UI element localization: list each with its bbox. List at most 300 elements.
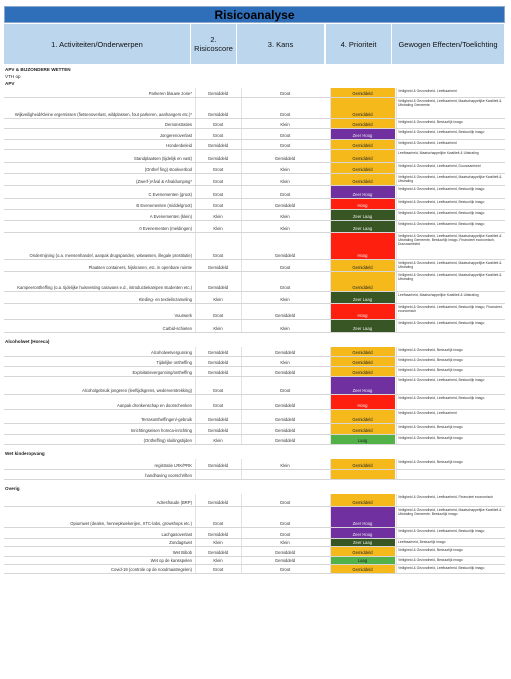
column-divider (195, 367, 196, 376)
table-row (4, 470, 505, 480)
column-divider (195, 565, 196, 573)
column-divider (396, 470, 397, 479)
column-divider (330, 539, 331, 546)
column-divider (396, 221, 397, 232)
chance-cell: Gemiddeld (274, 253, 296, 258)
column-divider (241, 507, 242, 527)
column-divider (396, 150, 397, 162)
table-row (4, 129, 505, 140)
risk-score-cell: Gemiddeld (207, 550, 229, 555)
column-divider (195, 377, 196, 394)
effects-cell: Veiligheid & Gezondheid, Leefbaarheid, Maatschappelijke Kwaliteit & Uitstraling Gemeente, Bestuurlijk imago (398, 508, 502, 517)
section-header: APV (5, 81, 15, 86)
column-divider (396, 395, 397, 409)
activity-cell: Standplaatsen (tijdelijk en vast) (134, 156, 192, 161)
risk-score-cell: Groot (212, 403, 224, 408)
activity-cell: (Ontheffing) sluitingstijden (143, 438, 192, 443)
chance-cell: Gemiddeld (274, 370, 296, 375)
risk-score-cell: Klein (213, 558, 223, 563)
risk-score-cell: Gemiddeld (207, 370, 229, 375)
activity-cell: Inrichtingseisen horeca-inrichting (130, 428, 192, 433)
priority-cell: Gemiddeld (330, 424, 395, 434)
activity-cell: Jongerenoverlast (159, 133, 192, 138)
effects-cell: Veiligheid & Gezondheid, Leefbaarheid, Bestuurlijk imago (398, 566, 485, 570)
column-divider (396, 494, 397, 506)
column-divider (195, 528, 196, 538)
column-divider (241, 347, 242, 356)
column-divider (396, 174, 397, 185)
column-divider (195, 539, 196, 546)
table-row (4, 163, 505, 174)
column-divider (330, 320, 331, 332)
column-divider (195, 547, 196, 556)
column-divider (330, 119, 331, 128)
column-divider (396, 163, 397, 173)
column-divider (195, 221, 196, 232)
column-divider (396, 233, 397, 259)
column-divider (195, 150, 196, 162)
column-divider (330, 174, 331, 185)
effects-cell: Veiligheid & Gezondheid, Leefbaarheid, Maatschappelijke Kwaliteit & Uitstraling (398, 175, 502, 184)
risk-score-cell: Gemiddeld (207, 156, 229, 161)
risk-score-cell: Groot (212, 203, 224, 208)
table-row (4, 260, 505, 272)
priority-cell: Gemiddeld (330, 119, 395, 128)
column-divider (241, 210, 242, 220)
column-divider (396, 459, 397, 469)
activity-cell: Carbid-schieten (162, 326, 192, 331)
effects-cell: Veiligheid & Gezondheid, Bestuurlijk imago (398, 368, 463, 372)
effects-cell: Veiligheid & Gezondheid, Bestuurlijk imago (398, 348, 463, 352)
table-row (4, 119, 505, 129)
column-divider (241, 395, 242, 409)
column-divider (330, 494, 331, 506)
risk-score-cell: Gemiddeld (207, 350, 229, 355)
risk-score-cell: Groot (212, 567, 224, 572)
column-divider (396, 377, 397, 394)
chance-cell: Klein (280, 326, 290, 331)
priority-cell: Hoog (330, 233, 395, 259)
priority-cell: Hoog (330, 395, 395, 409)
priority-cell: Gemiddeld (330, 494, 395, 506)
table-row (4, 565, 505, 574)
priority-cell: Gemiddeld (330, 150, 395, 162)
chance-cell: Gemiddeld (274, 156, 296, 161)
risk-score-cell: Klein (213, 226, 223, 231)
effects-cell: Veiligheid & Gezondheid, Leefbaarheid, Bestuurlijk imago (398, 378, 485, 382)
activity-cell: Alcoholgebruik jongeren (leeftijdsgrens, wederverstrekking) (82, 388, 192, 393)
column-divider (396, 435, 397, 444)
effects-cell: Leefbaarheid, Bestuurlijk imago (398, 540, 446, 544)
chance-cell: Gemiddeld (274, 313, 296, 318)
risk-score-cell: Klein (213, 297, 223, 302)
table-row (4, 377, 505, 395)
priority-cell: Laag (330, 557, 395, 564)
column-divider (241, 260, 242, 271)
effects-cell: Veiligheid & Gezondheid, Leefbaarheid, Maatschappelijke Kwaliteit & Uitstraling (398, 273, 502, 282)
column-divider (396, 88, 397, 97)
column-divider (241, 304, 242, 319)
chance-cell: Klein (280, 540, 290, 545)
column-divider (330, 233, 331, 259)
table-row (4, 410, 505, 424)
activity-cell: Alcoholwetvergunning (151, 350, 192, 355)
chance-cell: Klein (280, 226, 290, 231)
chance-cell: Gemiddeld (274, 558, 296, 563)
column-divider (241, 233, 242, 259)
column-divider (195, 410, 196, 423)
activity-cell: A Evenementen (klein) (149, 214, 192, 219)
activity-cell: (Onthef fing) stookverbod (144, 167, 192, 172)
table-row (4, 304, 505, 320)
chance-cell: Klein (280, 179, 290, 184)
column-divider (241, 272, 242, 291)
column-divider (241, 470, 242, 479)
priority-cell: Zeer Hoog (330, 377, 395, 394)
risk-score-cell: Gemiddeld (207, 285, 229, 290)
column-divider (241, 140, 242, 149)
column-divider (241, 367, 242, 376)
column-divider (195, 557, 196, 564)
chance-cell: Gemiddeld (274, 417, 296, 422)
table-row (4, 357, 505, 367)
chance-cell: Gemiddeld (274, 350, 296, 355)
column-divider (195, 174, 196, 185)
priority-cell: Zeer Laag (330, 210, 395, 220)
activity-cell: Adresfraude (BRP) (156, 500, 192, 505)
column-divider (330, 528, 331, 538)
column-divider (330, 292, 331, 303)
column-divider (241, 424, 242, 434)
effects-cell: Veiligheid & Gezondheid, Leefbaarheid, Bestuurlijk imago (398, 222, 485, 226)
activity-cell: Kampeerontheffing (o.a. tijdelijke huisvesting caravans e.d., introductiekampen studenten etc.) (17, 285, 192, 290)
column-divider (241, 528, 242, 538)
activity-cell: registratie LRK/PRK (154, 463, 192, 468)
column-divider (396, 367, 397, 376)
column-divider (330, 357, 331, 366)
chance-cell: Groot (279, 192, 291, 197)
chance-cell: Groot (279, 285, 291, 290)
activity-cell: Vuurwerk (174, 313, 192, 318)
activity-cell: Wijkveiligheid/Kleine ergernissen (fietsenoverlast, wildplassen, fout parkeren, aanhangers etc.)* (14, 112, 192, 117)
column-divider (241, 186, 242, 198)
priority-cell: Zeer Laag (330, 292, 395, 303)
column-divider (241, 539, 242, 546)
activity-cell: handhaving voorschriften (145, 473, 192, 478)
risk-score-cell (195, 470, 241, 479)
table-row (4, 88, 505, 98)
activity-cell: Kleding- en textielinzameling (138, 297, 192, 302)
column-divider (396, 304, 397, 319)
column-divider (195, 199, 196, 209)
risk-score-cell: Gemiddeld (207, 265, 229, 270)
column-divider (195, 357, 196, 366)
chance-cell: Groot (279, 133, 291, 138)
effects-cell: Leefbaarheid, Maatschappelijke Kwaliteit & Uitstraling (398, 151, 479, 155)
column-divider (396, 210, 397, 220)
column-divider (396, 557, 397, 564)
chance-cell: Groot (279, 112, 291, 117)
column-divider (330, 272, 331, 291)
chance-cell: Klein (280, 167, 290, 172)
table-row (4, 459, 505, 470)
risk-score-cell: Groot (212, 313, 224, 318)
effects-cell: Veiligheid & Gezondheid, Leefbaarheid (398, 411, 457, 415)
effects-cell: Veiligheid & Gezondheid, Leefbaarheid, Bestuurlijk imago (398, 211, 485, 215)
chance-cell: Gemiddeld (274, 203, 296, 208)
column-divider (330, 395, 331, 409)
column-divider (330, 88, 331, 97)
risk-score-cell: Gemiddeld (207, 91, 229, 96)
priority-cell: Zeer Laag (330, 539, 395, 546)
chance-cell: Klein (280, 122, 290, 127)
effects-cell: Veiligheid & Gezondheid, Leefbaarheid, Maatschappelijke Kwaliteit & Uitstraling Gemeente, Bestuurlijk imago, Financieel economisch, Duurzaamheid (398, 234, 502, 247)
header-activities: 1. Activiteiten/Onderwerpen (4, 24, 191, 64)
risk-score-cell: Groot (212, 167, 224, 172)
column-divider (241, 410, 242, 423)
activity-cell: Plaatsen containers, hijskranen, etc. in openbare ruimte (88, 265, 192, 270)
effects-cell: Veiligheid & Gezondheid, Bestuurlijk imago (398, 548, 463, 552)
activity-cell: C Evenementen (groot) (148, 192, 192, 197)
chance-cell: Groot (279, 500, 291, 505)
table-row (4, 347, 505, 357)
column-divider (195, 98, 196, 118)
activity-cell: B Evenementen (middelgroot) (136, 203, 192, 208)
column-divider (396, 547, 397, 556)
risk-score-cell: Klein (213, 326, 223, 331)
table-row (4, 557, 505, 565)
column-divider (330, 260, 331, 271)
section-header: VTH op (5, 74, 21, 79)
column-divider (330, 347, 331, 356)
column-divider (396, 98, 397, 118)
column-divider (396, 199, 397, 209)
priority-cell: Gemiddeld (330, 459, 395, 469)
table-row (4, 221, 505, 233)
column-divider (241, 163, 242, 173)
column-divider (195, 424, 196, 434)
priority-cell: Zeer Hoog (330, 528, 395, 538)
priority-cell: Zeer Hoog (330, 186, 395, 198)
table-row (4, 435, 505, 445)
column-divider (195, 435, 196, 444)
effects-cell: Veiligheid & Gezondheid, Bestuurlijk imago (398, 436, 463, 440)
column-divider (396, 119, 397, 128)
column-divider (330, 410, 331, 423)
risk-score-cell: Gemiddeld (207, 112, 229, 117)
chance-cell: Groot (279, 567, 291, 572)
column-divider (195, 260, 196, 271)
chance-cell: Gemiddeld (274, 438, 296, 443)
header-chance: 3. Kans (237, 24, 325, 64)
column-divider (241, 199, 242, 209)
column-divider (241, 292, 242, 303)
effects-cell: Veiligheid & Gezondheid, Bestuurlijk imago (398, 120, 463, 124)
effects-cell: Veiligheid & Gezondheid, Leefbaarheid, Bestuurlijk imago (398, 321, 485, 325)
sheet-title: Risicoanalyse (4, 6, 505, 23)
column-divider (396, 539, 397, 546)
effects-cell: Veiligheid & Gezondheid, Leefbaarheid, Financieel economisch (398, 495, 494, 499)
table-row (4, 528, 505, 539)
risk-score-cell: Groot (212, 521, 224, 526)
chance-cell: Groot (279, 143, 291, 148)
priority-cell: Zeer Hoog (330, 507, 395, 527)
column-divider (396, 507, 397, 527)
column-divider (330, 186, 331, 198)
section-header: Wet kinderopvang (5, 451, 45, 456)
table-row (4, 272, 505, 292)
column-divider (195, 186, 196, 198)
activity-cell: Covid-19 (controle op de noodmaatregelen) (110, 567, 192, 572)
priority-cell: Zeer Hoog (330, 129, 395, 139)
column-divider (330, 507, 331, 527)
column-divider (330, 210, 331, 220)
column-divider (241, 565, 242, 573)
column-divider (195, 272, 196, 291)
risk-score-cell: Klein (213, 540, 223, 545)
table-row (4, 367, 505, 377)
effects-cell: Veiligheid & Gezondheid, Leefbaarheid, Bestuurlijk imago (398, 396, 485, 400)
column-divider (195, 459, 196, 469)
priority-cell: Laag (330, 435, 395, 444)
column-divider (195, 163, 196, 173)
column-divider (330, 459, 331, 469)
chance-cell: Groot (279, 388, 291, 393)
priority-cell: Gemiddeld (330, 98, 395, 118)
column-divider (195, 395, 196, 409)
column-divider (195, 304, 196, 319)
effects-cell (396, 470, 505, 479)
column-divider (330, 221, 331, 232)
column-divider (241, 557, 242, 564)
column-divider (330, 150, 331, 162)
priority-cell: Gemiddeld (330, 410, 395, 423)
column-divider (241, 119, 242, 128)
activity-cell: Tijdelijke ontheffing (156, 360, 192, 365)
chance-cell: Groot (279, 91, 291, 96)
table-row (4, 395, 505, 410)
table-row (4, 539, 505, 547)
activity-cell: Terrasontheffingen/-gebruik (141, 417, 192, 422)
column-divider (241, 88, 242, 97)
column-divider (330, 557, 331, 564)
column-divider (241, 150, 242, 162)
column-divider (195, 470, 196, 479)
column-divider (241, 547, 242, 556)
chance-cell: Klein (280, 214, 290, 219)
column-divider (241, 357, 242, 366)
column-divider (241, 221, 242, 232)
table-row (4, 140, 505, 150)
column-divider (330, 304, 331, 319)
priority-cell: Zeer Laag (330, 320, 395, 332)
column-divider (330, 565, 331, 573)
effects-cell: Veiligheid & Gezondheid, Bestuurlijk imago (398, 460, 463, 464)
header-priority: 4. Prioriteit (326, 24, 392, 64)
effects-cell: Veiligheid & Gezondheid, Bestuurlijk imago (398, 358, 463, 362)
risk-score-cell: Gemiddeld (207, 500, 229, 505)
column-divider (241, 98, 242, 118)
activity-cell: Wet op de kansspelen (150, 558, 192, 563)
activity-cell: Ondermijning (o.a. mensenhandel, aanpak drugspanden, witwassen, illegale prostitutie) (29, 253, 192, 258)
column-divider (195, 494, 196, 506)
effects-cell: Veiligheid & Gezondheid, Leefbaarheid, Bestuurlijk imago (398, 187, 485, 191)
table-row (4, 174, 505, 186)
risk-score-cell: Gemiddeld (207, 360, 229, 365)
priority-cell: Gemiddeld (330, 272, 395, 291)
priority-cell: Gemiddeld (330, 174, 395, 185)
column-divider (330, 435, 331, 444)
table-row (4, 507, 505, 528)
column-divider (195, 507, 196, 527)
column-divider (396, 186, 397, 198)
activity-cell: Exploitatievergunning/ontheffing (132, 370, 192, 375)
effects-cell: Veiligheid & Gezondheid, Bestuurlijk imago (398, 558, 463, 562)
priority-cell: Hoog (330, 304, 395, 319)
chance-cell: Groot (279, 265, 291, 270)
priority-cell: Gemiddeld (330, 367, 395, 376)
column-divider (195, 210, 196, 220)
chance-cell: Groot (279, 521, 291, 526)
column-divider (330, 377, 331, 394)
priority-cell: Gemiddeld (330, 140, 395, 149)
risk-score-cell: Groot (212, 122, 224, 127)
column-divider (241, 435, 242, 444)
priority-cell: Gemiddeld (330, 163, 395, 173)
effects-cell: Veiligheid & Gezondheid, Leefbaarheid, Bestuurlijk imago (398, 529, 485, 533)
column-divider (330, 199, 331, 209)
column-divider (241, 377, 242, 394)
effects-cell: Veiligheid & Gezondheid, Leefbaarheid, Duurzaamheid (398, 164, 481, 168)
column-divider (241, 459, 242, 469)
table-row (4, 320, 505, 333)
column-divider (195, 233, 196, 259)
risk-score-cell: Groot (212, 388, 224, 393)
activity-cell: 0 Evenementen (meldingen) (139, 226, 192, 231)
activity-cell: Wet Bibob (172, 550, 192, 555)
priority-cell: Zeer Laag (330, 221, 395, 232)
activity-cell: Aanpak dronkenschap en doorschenken (117, 403, 192, 408)
chance-cell: Klein (280, 360, 290, 365)
risk-score-cell: Groot (212, 179, 224, 184)
activity-cell: Lachgasoverlast (161, 532, 192, 537)
activity-cell: (Zwerf-)Afval & Afvaldumping* (136, 179, 192, 184)
effects-cell: Veiligheid & Gezondheid, Leefbaarheid (398, 141, 457, 145)
column-divider (396, 410, 397, 423)
effects-cell: Veiligheid & Gezondheid, Leefbaarheid, Bestuurlijk imago (398, 130, 485, 134)
chance-cell: Gemiddeld (274, 403, 296, 408)
priority-cell: Gemiddeld (330, 347, 395, 356)
table-row (4, 424, 505, 435)
column-divider (396, 140, 397, 149)
effects-cell: Veiligheid & Gezondheid, Leefbaarheid, Maatschappelijke Kwaliteit & Uitstraling Gemeente (398, 99, 502, 108)
risk-score-cell: Gemiddeld (207, 417, 229, 422)
column-divider (330, 547, 331, 556)
risk-score-cell: Gemiddeld (207, 143, 229, 148)
risk-score-cell: Gemiddeld (207, 428, 229, 433)
column-divider (330, 140, 331, 149)
risk-score-cell: Gemiddeld (207, 463, 229, 468)
chance-cell: Gemiddeld (274, 550, 296, 555)
column-divider (195, 140, 196, 149)
activity-cell: Demonstraties (165, 122, 192, 127)
header-risk-score: 2. Risicoscore (191, 24, 237, 64)
table-row (4, 199, 505, 210)
table-row (4, 233, 505, 260)
table-row (4, 210, 505, 221)
chance-cell: Groot (279, 532, 291, 537)
priority-cell (330, 470, 395, 479)
